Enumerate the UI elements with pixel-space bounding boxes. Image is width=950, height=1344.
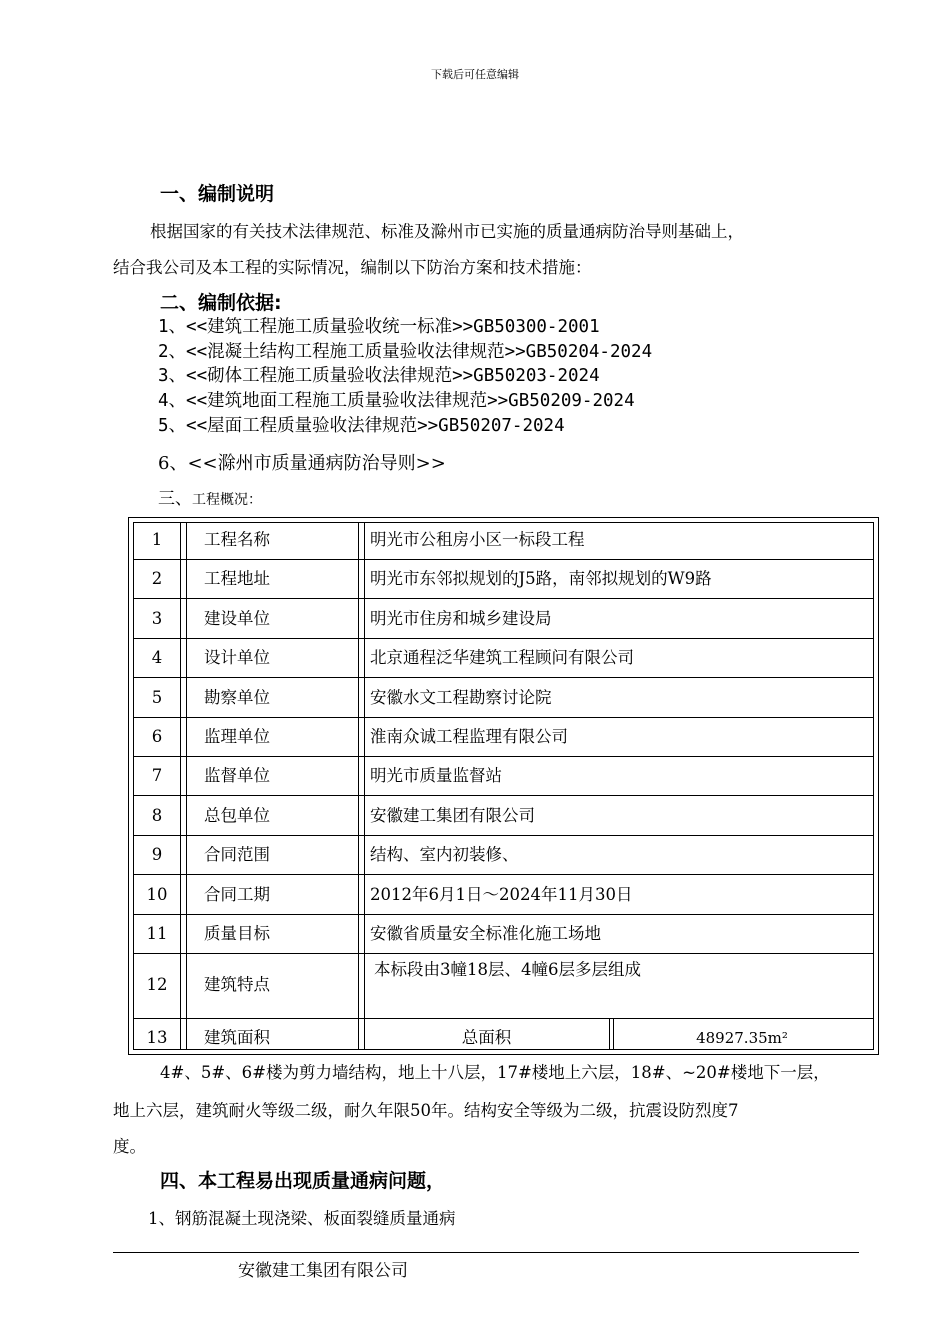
table-cell-no: 7 [151, 766, 163, 785]
table-cell-no: 5 [151, 688, 163, 707]
project-overview-table-inner [133, 522, 874, 1050]
reference-item: 2、<<混凝土结构工程施工质量验收法律规范>>GB50204-2024 [158, 342, 653, 362]
table-cell-no: 8 [151, 806, 163, 825]
table-cell-name: 工程名称 [204, 530, 270, 549]
reference-item: 3、<<砌体工程施工质量验收法律规范>>GB50203-2024 [158, 366, 600, 386]
table-cell-value: 本标段由3幢18层、4幢6层多层组成 [374, 960, 641, 979]
table-row-divider [134, 1018, 873, 1019]
table-cell-name: 工程地址 [204, 569, 270, 588]
table-cell-no: 6 [151, 727, 163, 746]
project-overview-table [128, 517, 879, 1055]
table-cell-name: 建筑面积 [204, 1028, 270, 1047]
table-cell-no: 9 [151, 845, 163, 864]
table-row-divider [134, 638, 873, 639]
table-cell-name: 质量目标 [204, 924, 270, 943]
table-cell-value: 明光市质量监督站 [370, 766, 502, 785]
section1-title: 一、编制说明 [160, 183, 275, 205]
table-cell-value: 2012年6月1日～2024年11月30日 [370, 885, 633, 904]
table-col-divider [358, 523, 359, 1049]
table-cell-name: 监督单位 [204, 766, 270, 785]
footer-divider [113, 1252, 859, 1253]
table-row-divider [134, 874, 873, 875]
table-row-divider [134, 914, 873, 915]
table-cell-total-area-label: 总面积 [461, 1028, 512, 1047]
table-cell-no: 4 [151, 648, 163, 667]
table-row-divider [134, 559, 873, 560]
section3-title-rest: 工程概况： [192, 492, 262, 508]
table-cell-name: 设计单位 [204, 648, 270, 667]
section3-title-prefix: 三、 [158, 489, 192, 509]
table-row-divider [134, 795, 873, 796]
footer-company: 安徽建工集团有限公司 [238, 1261, 408, 1281]
table-cell-name: 建筑特点 [204, 975, 270, 994]
table-col-divider [609, 1018, 610, 1049]
table-row-divider [134, 598, 873, 599]
table-cell-value: 安徽省质量安全标准化施工场地 [370, 924, 601, 943]
table-cell-value: 淮南众诚工程监理有限公司 [370, 727, 568, 746]
table-cell-value: 结构、室内初装修、 [370, 845, 519, 864]
section3-title [158, 484, 262, 509]
table-col-divider [364, 523, 365, 1049]
section4-item1: 1、钢筋混凝土现浇梁、板面裂缝质量通病 [148, 1209, 456, 1228]
table-cell-value: 明光市公租房小区一标段工程 [370, 530, 585, 549]
table-col-divider [180, 523, 181, 1049]
table-cell-name: 合同范围 [204, 845, 270, 864]
table-col-divider [186, 523, 187, 1049]
table-cell-no: 3 [151, 609, 163, 628]
description-line3: 度。 [113, 1137, 146, 1156]
table-cell-total-area-value: 48927.35m² [696, 1029, 788, 1047]
table-cell-no: 1 [151, 530, 163, 549]
table-cell-name: 总包单位 [204, 806, 270, 825]
table-cell-no: 2 [151, 569, 163, 588]
section1-para-line1: 根据国家的有关技术法律规范、标准及滁州市已实施的质量通病防治导则基础上， [150, 222, 744, 241]
section2-title: 二、编制依据: [160, 292, 282, 314]
table-cell-value: 安徽水文工程勘察讨论院 [370, 688, 552, 707]
table-row-divider [134, 953, 873, 954]
reference-item: 1、<<建筑工程施工质量验收统一标准>>GB50300-2001 [158, 317, 600, 337]
table-cell-no: 11 [146, 924, 168, 943]
table-row-divider [134, 677, 873, 678]
table-cell-name: 建设单位 [204, 609, 270, 628]
reference-item: 5、<<屋面工程质量验收法律规范>>GB50207-2024 [158, 416, 565, 436]
table-cell-value: 北京通程泛华建筑工程顾问有限公司 [370, 648, 634, 667]
table-cell-no: 13 [146, 1028, 168, 1047]
description-line1: 4#、5#、6#楼为剪力墙结构，地上十八层，17#楼地上六层，18#、~20#楼地下一层， [160, 1063, 830, 1082]
description-line2: 地上六层，建筑耐火等级二级，耐久年限50年。结构安全等级为二级，抗震设防烈度7 [113, 1101, 739, 1120]
table-row-divider [134, 756, 873, 757]
table-cell-no: 12 [146, 975, 168, 994]
table-cell-no: 10 [146, 885, 168, 904]
table-row-divider [134, 717, 873, 718]
table-cell-value: 明光市东邻拟规划的J5路，南邻拟规划的W9路 [370, 569, 712, 588]
table-cell-value: 明光市住房和城乡建设局 [370, 609, 552, 628]
table-cell-name: 监理单位 [204, 727, 270, 746]
section1-para-line2: 结合我公司及本工程的实际情况，编制以下防治方案和技术措施： [113, 258, 592, 277]
table-cell-name: 合同工期 [204, 885, 270, 904]
reference-item: 6、<<滁州市质量通病防治导则>> [158, 453, 446, 474]
header-note: 下载后可任意编辑 [431, 68, 519, 81]
reference-item: 4、<<建筑地面工程施工质量验收法律规范>>GB50209-2024 [158, 391, 635, 411]
table-row-divider [134, 835, 873, 836]
table-cell-name: 勘察单位 [204, 688, 270, 707]
table-cell-value: 安徽建工集团有限公司 [370, 806, 535, 825]
section4-title: 四、本工程易出现质量通病问题， [160, 1170, 446, 1192]
